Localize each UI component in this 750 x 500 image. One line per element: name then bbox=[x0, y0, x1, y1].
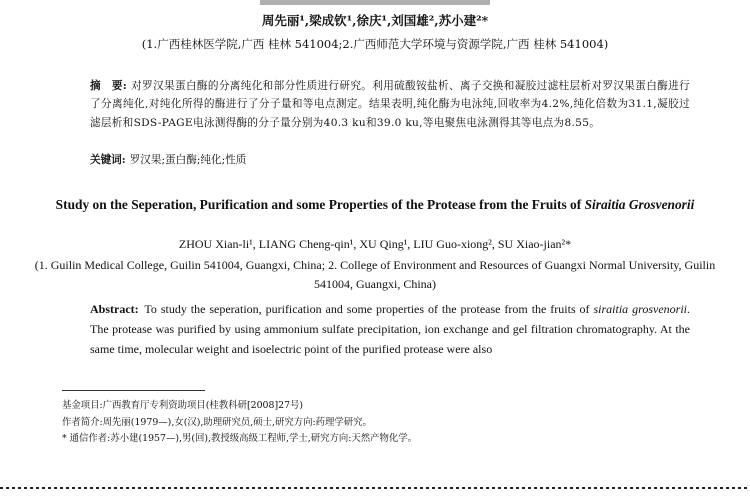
english-title-main: Study on the Seperation, Purification and some Properties of the Protease from the Fruits of bbox=[55, 197, 582, 212]
chinese-keywords-label: 关键词: bbox=[90, 154, 126, 166]
chinese-abstract bbox=[90, 77, 690, 132]
chinese-keywords-text: 罗汉果;蛋白酶;纯化;性质 bbox=[129, 154, 247, 166]
english-abstract-species: siraitia grosvenorii bbox=[593, 302, 687, 316]
chinese-author-list: 周先丽¹,梁成钦¹,徐庆¹,刘国雄²,苏小建²* bbox=[261, 13, 489, 28]
english-abstract-text-1: To study the seperation, purification and some properties of the protease from the fruits of bbox=[144, 302, 590, 316]
english-affiliation: (1. Guilin Medical College, Guilin 541004, Guangxi, China; 2. College of Environment and Resources of Guangxi Normal University, Guilin 541004, Guangxi, China) bbox=[34, 258, 716, 291]
chinese-abstract-text: 对罗汉果蛋白酶的分离纯化和部分性质进行研究。利用硫酸铵盐析、离子交换和凝胶过滤柱层析对罗汉果蛋白酶进行了分离纯化,对纯化所得的酶进行了分子量和等电点测定。结果表明,纯化酶为电泳纯,回收率为4.2%,纯化倍数为31.1,凝胶过滤层析和SDS-PAGE电泳测得酶的分子量分别为40.3 ku和39.0 ku,等电聚焦电泳测得其等电点为8.55。 bbox=[90, 80, 690, 129]
chinese-abstract-label: 摘 要: bbox=[90, 80, 128, 92]
english-abstract-label: Abstract: bbox=[90, 302, 139, 316]
page-bottom-dashed-border bbox=[0, 487, 750, 489]
english-author-list: ZHOU Xian-li¹, LIANG Cheng-qin¹, XU Qing¹, LIU Guo-xiong², SU Xiao-jian²* bbox=[178, 237, 572, 251]
footnote-fund: 基金项目:广西教育厅专利资助项目(桂教科研[2008]27号) bbox=[62, 400, 304, 411]
english-title bbox=[0, 194, 750, 216]
english-abstract-text-2: . The protease was purified by using ammonium sulfate precipitation, ion exchange and gel filtration chromatography. At the same time, molecular weight and isoelectric point of the purified protease were also bbox=[90, 302, 690, 356]
cropped-title-fragment bbox=[260, 0, 490, 5]
footnote-rule bbox=[62, 390, 205, 391]
footnotes bbox=[62, 398, 702, 448]
footnote-corresponding-author: * 通信作者:苏小建(1957—),男(回),教授级高级工程师,学士,研究方向:天然产物化学。 bbox=[62, 433, 418, 444]
english-abstract bbox=[90, 299, 690, 359]
chinese-keywords bbox=[90, 152, 690, 167]
chinese-affiliation: (1.广西桂林医学院,广西 桂林 541004;2.广西师范大学环境与资源学院,广西 桂林 541004) bbox=[141, 37, 609, 51]
footnote-author-bio: 作者简介:周先丽(1979—),女(汉),助理研究员,硕士,研究方向:药理学研究。 bbox=[62, 416, 372, 428]
english-title-species: Siraitia Grosvenorii bbox=[584, 197, 695, 212]
